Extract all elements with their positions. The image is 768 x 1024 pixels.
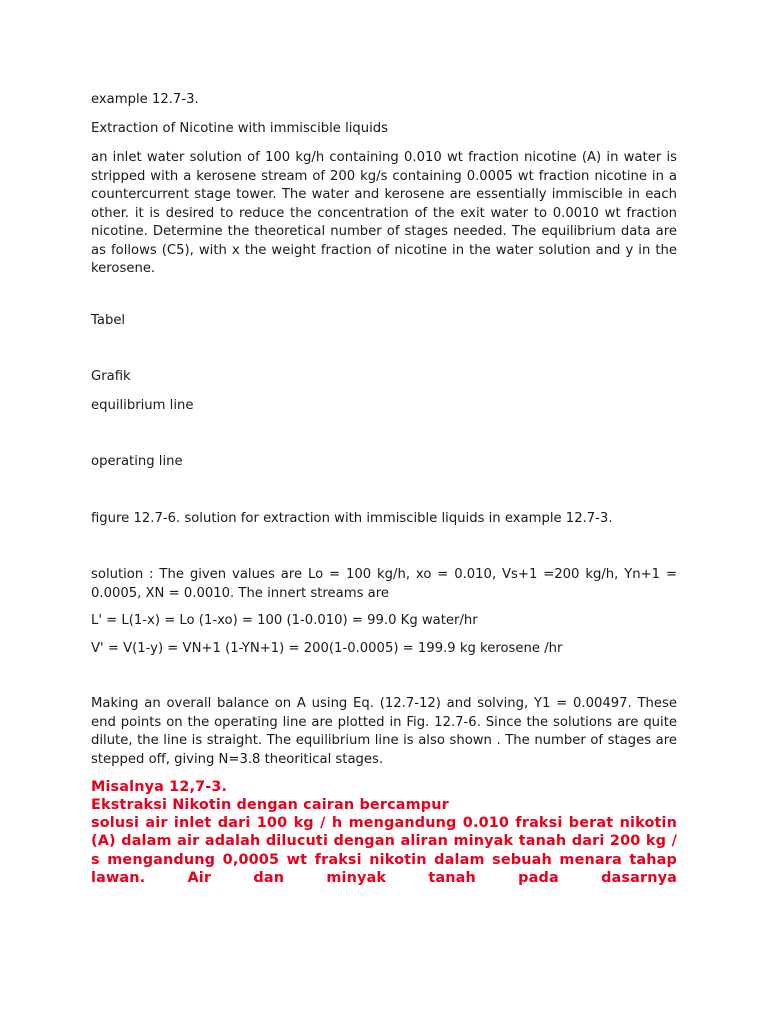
equation-v-prime: V' = V(1-y) = VN+1 (1-YN+1) = 200(1-0.0005) = 199.9 kg kerosene /hr [91,641,563,656]
example-title: Extraction of Nicotine with immiscible liquids [91,121,389,136]
figure-caption: figure 12.7-6. solution for extraction with immiscible liquids in example 12.7-3. [91,511,613,526]
example-heading: example 12.7-3. [91,92,199,107]
translation-title: Ekstraksi Nikotin dengan cairan bercampur [91,797,449,813]
balance-paragraph: Making an overall balance on A using Eq. (12.7-12) and solving, Y1 = 0.00497. These end points on the operating line are plotted in Fig. 12.7-6. Since the solutions are quite dilute, the line is straight. The equilibrium line is also shown . The number of stages are stepped off, giving N=3.8 theoritical stages. [91,696,677,767]
equation-l-prime: L' = L(1-x) = Lo (1-xo) = 100 (1-0.010) = 99.0 Kg water/hr [91,613,478,628]
table-label: Tabel [91,313,126,328]
translation-body: solusi air inlet dari 100 kg / h mengandung 0.010 fraksi berat nikotin (A) dalam air adalah dilucuti dengan aliran minyak tanah dari 200 kg / s mengandung 0,0005 wt fraksi nikotin dalam sebuah menara tahap lawan. Air dan minyak tanah pada dasarnya [91,815,677,886]
translation-heading: Misalnya 12,7-3. [91,779,228,795]
solution-intro: solution : The given values are Lo = 100 kg/h, xo = 0.010, Vs+1 =200 kg/h, Yn+1 = 0.0005, XN = 0.0010. The innert streams are [91,567,677,601]
operating-line-label: operating line [91,454,183,469]
graph-label: Grafik [91,369,131,384]
equilibrium-line-label: equilibrium line [91,398,194,413]
problem-statement: an inlet water solution of 100 kg/h containing 0.010 wt fraction nicotine (A) in water is stripped with a kerosene stream of 200 kg/s containing 0.0005 wt fraction nicotine in a countercurrent stage tower. The water and kerosene are essentially immiscible in each other. it is desired to reduce the concentration of the exit water to 0.0010 wt fraction nicotine. Determine the theoretical number of stages needed. The equilibrium data are as follows (C5), with x the weight fraction of nicotine in the water solution and y in the kerosene. [91,150,677,276]
